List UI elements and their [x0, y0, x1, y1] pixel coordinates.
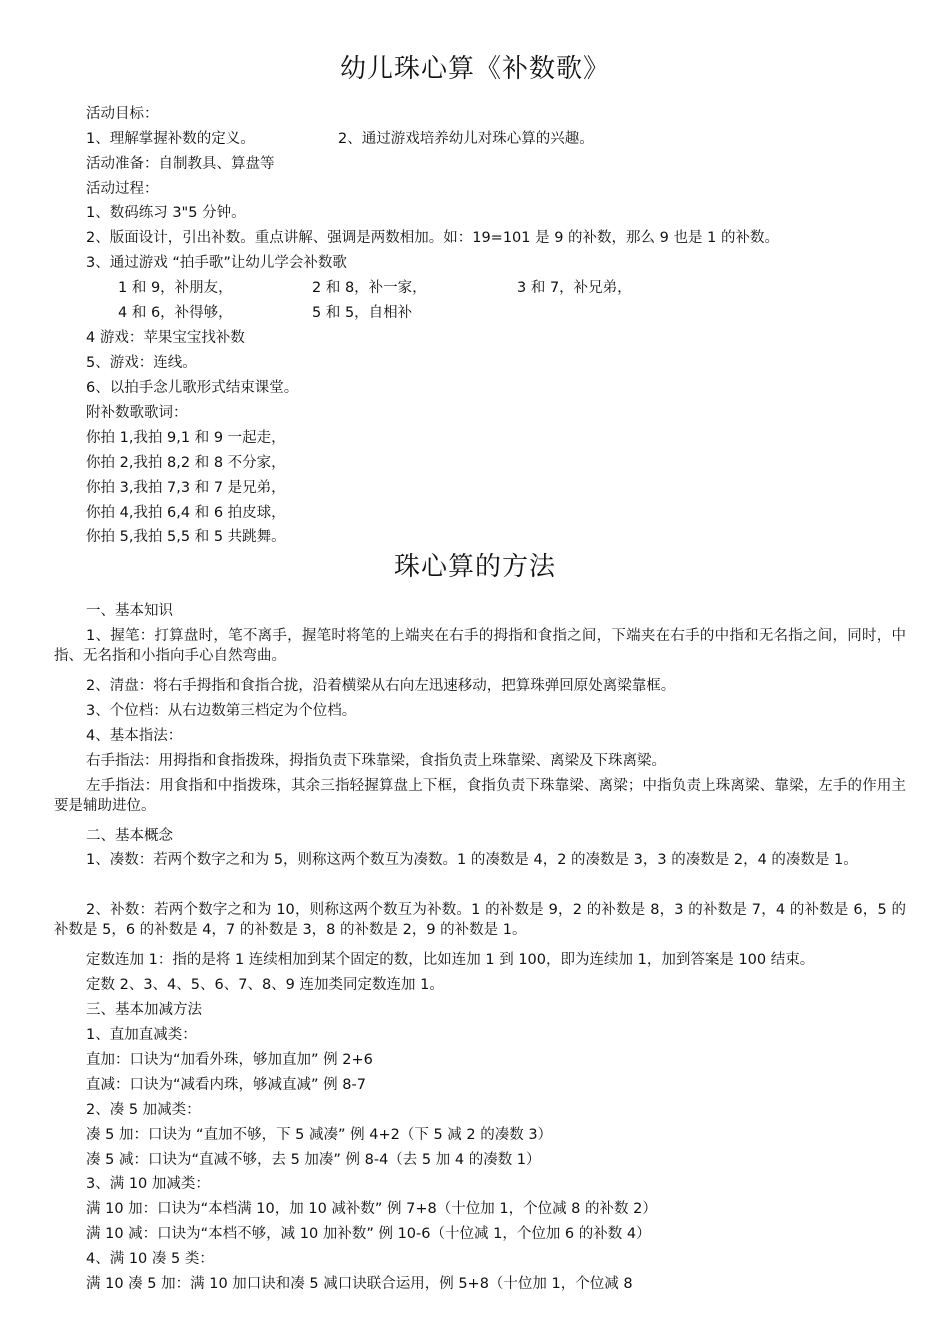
- para-fixed-add-others: 定数 2、3、4、5、6、7、8、9 连加类同定数连加 1。: [86, 977, 444, 993]
- para-right-hand: 右手指法：用拇指和食指拨珠，拇指负责下珠靠梁，食指负责上珠靠梁、离梁及下珠离梁。: [86, 753, 666, 769]
- method-1-heading: 1、直加直减类：: [86, 1027, 197, 1043]
- lyrics-line-3: 你拍 3,我拍 7,3 和 7 是兄弟，: [86, 480, 286, 496]
- method-4-add: 满 10 凑 5 加：满 10 加口诀和凑 5 减口诀联合运用，例 5+8（十位加 1，个位减 8: [86, 1276, 633, 1292]
- para-clearing: 2、清盘：将右手拇指和食指合拢，沿着横梁从右向左迅速移动，把算珠弹回原处离梁靠框。: [86, 678, 676, 694]
- lyrics-heading: 附补数歌歌词：: [86, 405, 188, 421]
- process-step-6: 6、以拍手念儿歌形式结束课堂。: [86, 380, 299, 396]
- method-2-add: 凑 5 加：口诀为 “直加不够，下 5 减凑” 例 4+2（下 5 减 2 的凑数 3）: [86, 1127, 553, 1143]
- process-step-1: 1、数码练习 3"5 分钟。: [86, 205, 246, 221]
- method-2-subtract: 凑 5 减：口诀为“直减不够，去 5 加凑” 例 8-4（去 5 加 4 的凑数 1）: [86, 1152, 541, 1168]
- method-4-heading: 4、满 10 凑 5 类：: [86, 1251, 214, 1267]
- para-fingering-heading: 4、基本指法：: [86, 728, 183, 744]
- method-3-add: 满 10 加：口诀为“本档满 10，加 10 减补数” 例 7+8（十位加 1，个位减 8 的补数 2）: [86, 1201, 657, 1217]
- method-3-subtract: 满 10 减：口诀为“本档不够，减 10 加补数” 例 10-6（十位减 1，个位加 6 的补数 4）: [86, 1226, 651, 1242]
- song-pair-5: 5 和 5，自相补: [312, 305, 413, 321]
- method-1-add: 直加：口诀为“加看外珠，够加直加” 例 2+6: [86, 1052, 373, 1068]
- lyrics-line-4: 你拍 4,我拍 6,4 和 6 拍皮球，: [86, 505, 286, 521]
- section-basic-concepts: 二、基本概念: [86, 828, 173, 844]
- song-pair-2: 2 和 8，补一家，: [312, 280, 427, 296]
- title-bushu-song: 幼儿珠心算《补数歌》: [339, 54, 610, 84]
- song-pair-1: 1 和 9，补朋友，: [118, 280, 233, 296]
- process-step-3: 3、通过游戏 “拍手歌”让幼儿学会补数歌: [86, 255, 347, 271]
- para-complement-number: 2、补数：若两个数字之和为 10，则称这两个数互为补数。1 的补数是 9，2 的补数是 8，3 的补数是 7，4 的补数是 6，5 的补数是 5，6 的补数是 4，7 的补数是 3，8 的补数是 2，9 的补数是 1。: [54, 902, 906, 938]
- goal-1: 1、理解掌握补数的定义。: [86, 131, 255, 147]
- lyrics-line-2: 你拍 2,我拍 8,2 和 8 不分家，: [86, 455, 286, 471]
- section-basic-knowledge: 一、基本知识: [86, 603, 173, 619]
- method-2-heading: 2、凑 5 加减类：: [86, 1102, 201, 1118]
- method-3-heading: 3、满 10 加减类：: [86, 1176, 210, 1192]
- title-abacus-methods: 珠心算的方法: [393, 552, 556, 582]
- para-holding-pen: 1、握笔：打算盘时，笔不离手，握笔时将笔的上端夹在右手的拇指和食指之间，下端夹在右手的中指和无名指之间，同时，中指、无名指和小指向手心自然弯曲。: [54, 628, 906, 664]
- lyrics-line-1: 你拍 1,我拍 9,1 和 9 一起走，: [86, 430, 286, 446]
- lyrics-line-5: 你拍 5,我拍 5,5 和 5 共跳舞。: [86, 529, 286, 545]
- activity-preparation: 活动准备：自制教具、算盘等: [86, 156, 275, 172]
- method-1-subtract: 直减：口诀为“减看内珠，够减直减” 例 8-7: [86, 1077, 366, 1093]
- para-fixed-add-1: 定数连加 1：指的是将 1 连续相加到某个固定的数，比如连加 1 到 100，即为连续加 1，加到答案是 100 结束。: [86, 952, 815, 968]
- para-left-hand: 左手指法：用食指和中指拨珠，其余三指轻握算盘上下框，食指负责下珠靠梁、离梁；中指负责上珠离梁、靠梁，左手的作用主要是辅助进位。: [54, 778, 906, 814]
- process-step-2: 2、版面设计，引出补数。重点讲解、强调是两数相加。如：19=101 是 9 的补数，那么 9 也是 1 的补数。: [86, 230, 779, 246]
- section-add-subtract: 三、基本加减方法: [86, 1002, 202, 1018]
- goal-2: 2、通过游戏培养幼儿对珠心算的兴趣。: [338, 131, 594, 147]
- activity-process-heading: 活动过程：: [86, 181, 159, 197]
- song-pair-4: 4 和 6，补得够，: [118, 305, 233, 321]
- song-pair-3: 3 和 7，补兄弟，: [517, 280, 632, 296]
- process-step-5: 5、游戏：连线。: [86, 355, 197, 371]
- process-step-4: 4 游戏：苹果宝宝找补数: [86, 330, 245, 346]
- activity-goal-heading: 活动目标：: [86, 106, 159, 122]
- para-cou-number: 1、凑数：若两个数字之和为 5，则称这两个数互为凑数。1 的凑数是 4，2 的凑数是 3，3 的凑数是 2，4 的凑数是 1。: [86, 852, 858, 868]
- para-units-rod: 3、个位档：从右边数第三档定为个位档。: [86, 703, 357, 719]
